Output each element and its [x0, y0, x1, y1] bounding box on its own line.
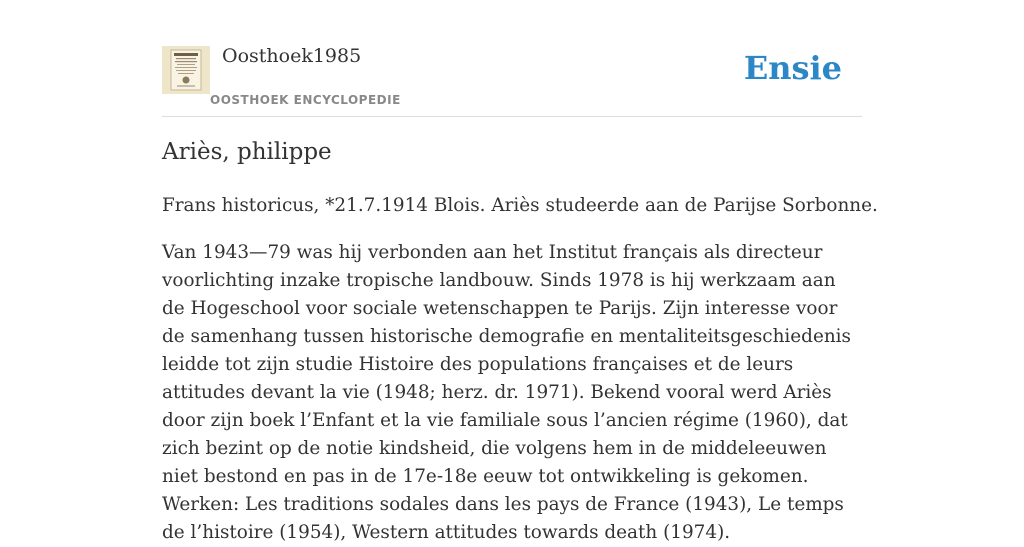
- brand-logo[interactable]: Ensie: [743, 49, 842, 87]
- article-paragraph-1: Frans historicus, *21.7.1914 Blois. Ariès studeerde aan de Parijse Sorbonne.: [162, 195, 878, 216]
- article-paragraph-2: Van 1943—79 was hij verbonden aan het Institut français als directeur voorlichting inzake tropische landbouw. Sinds 1978 is hij werkzaam aan de Hogeschool voor sociale wetenschappen te Parijs. Zijn interesse voor de samenhang tussen historische demografie en mentaliteitsgeschiedenis leidde tot zijn studie Histoire des populations françaises et de leurs attitudes devant la vie (1948; herz. dr. 1971). Bekend vooral werd Ariès door zijn boek l’Enfant et la vie familiale sous l’ancien régime (1960), dat zich bezint op de notie kindsheid, die volgens hem in de middeleeuwen niet bestond en pas in de 17e-18e eeuw tot ontwikkeling is gekomen. Werken: Les traditions sodales dans les pays de France (1943), Le temps de l’histoire (1954), Western attitudes towards death (1974).: [162, 242, 851, 543]
- page: [162, 0, 878, 543]
- source-name-link[interactable]: Oosthoek1985: [222, 45, 362, 67]
- encyclopedia-title-page-icon: [162, 46, 210, 94]
- source-header: [162, 0, 862, 117]
- source-subtitle: OOSTHOEK ENCYCLOPEDIE: [210, 93, 401, 107]
- article-title: Ariès, philippe: [162, 139, 332, 165]
- source-avatar[interactable]: [162, 46, 210, 94]
